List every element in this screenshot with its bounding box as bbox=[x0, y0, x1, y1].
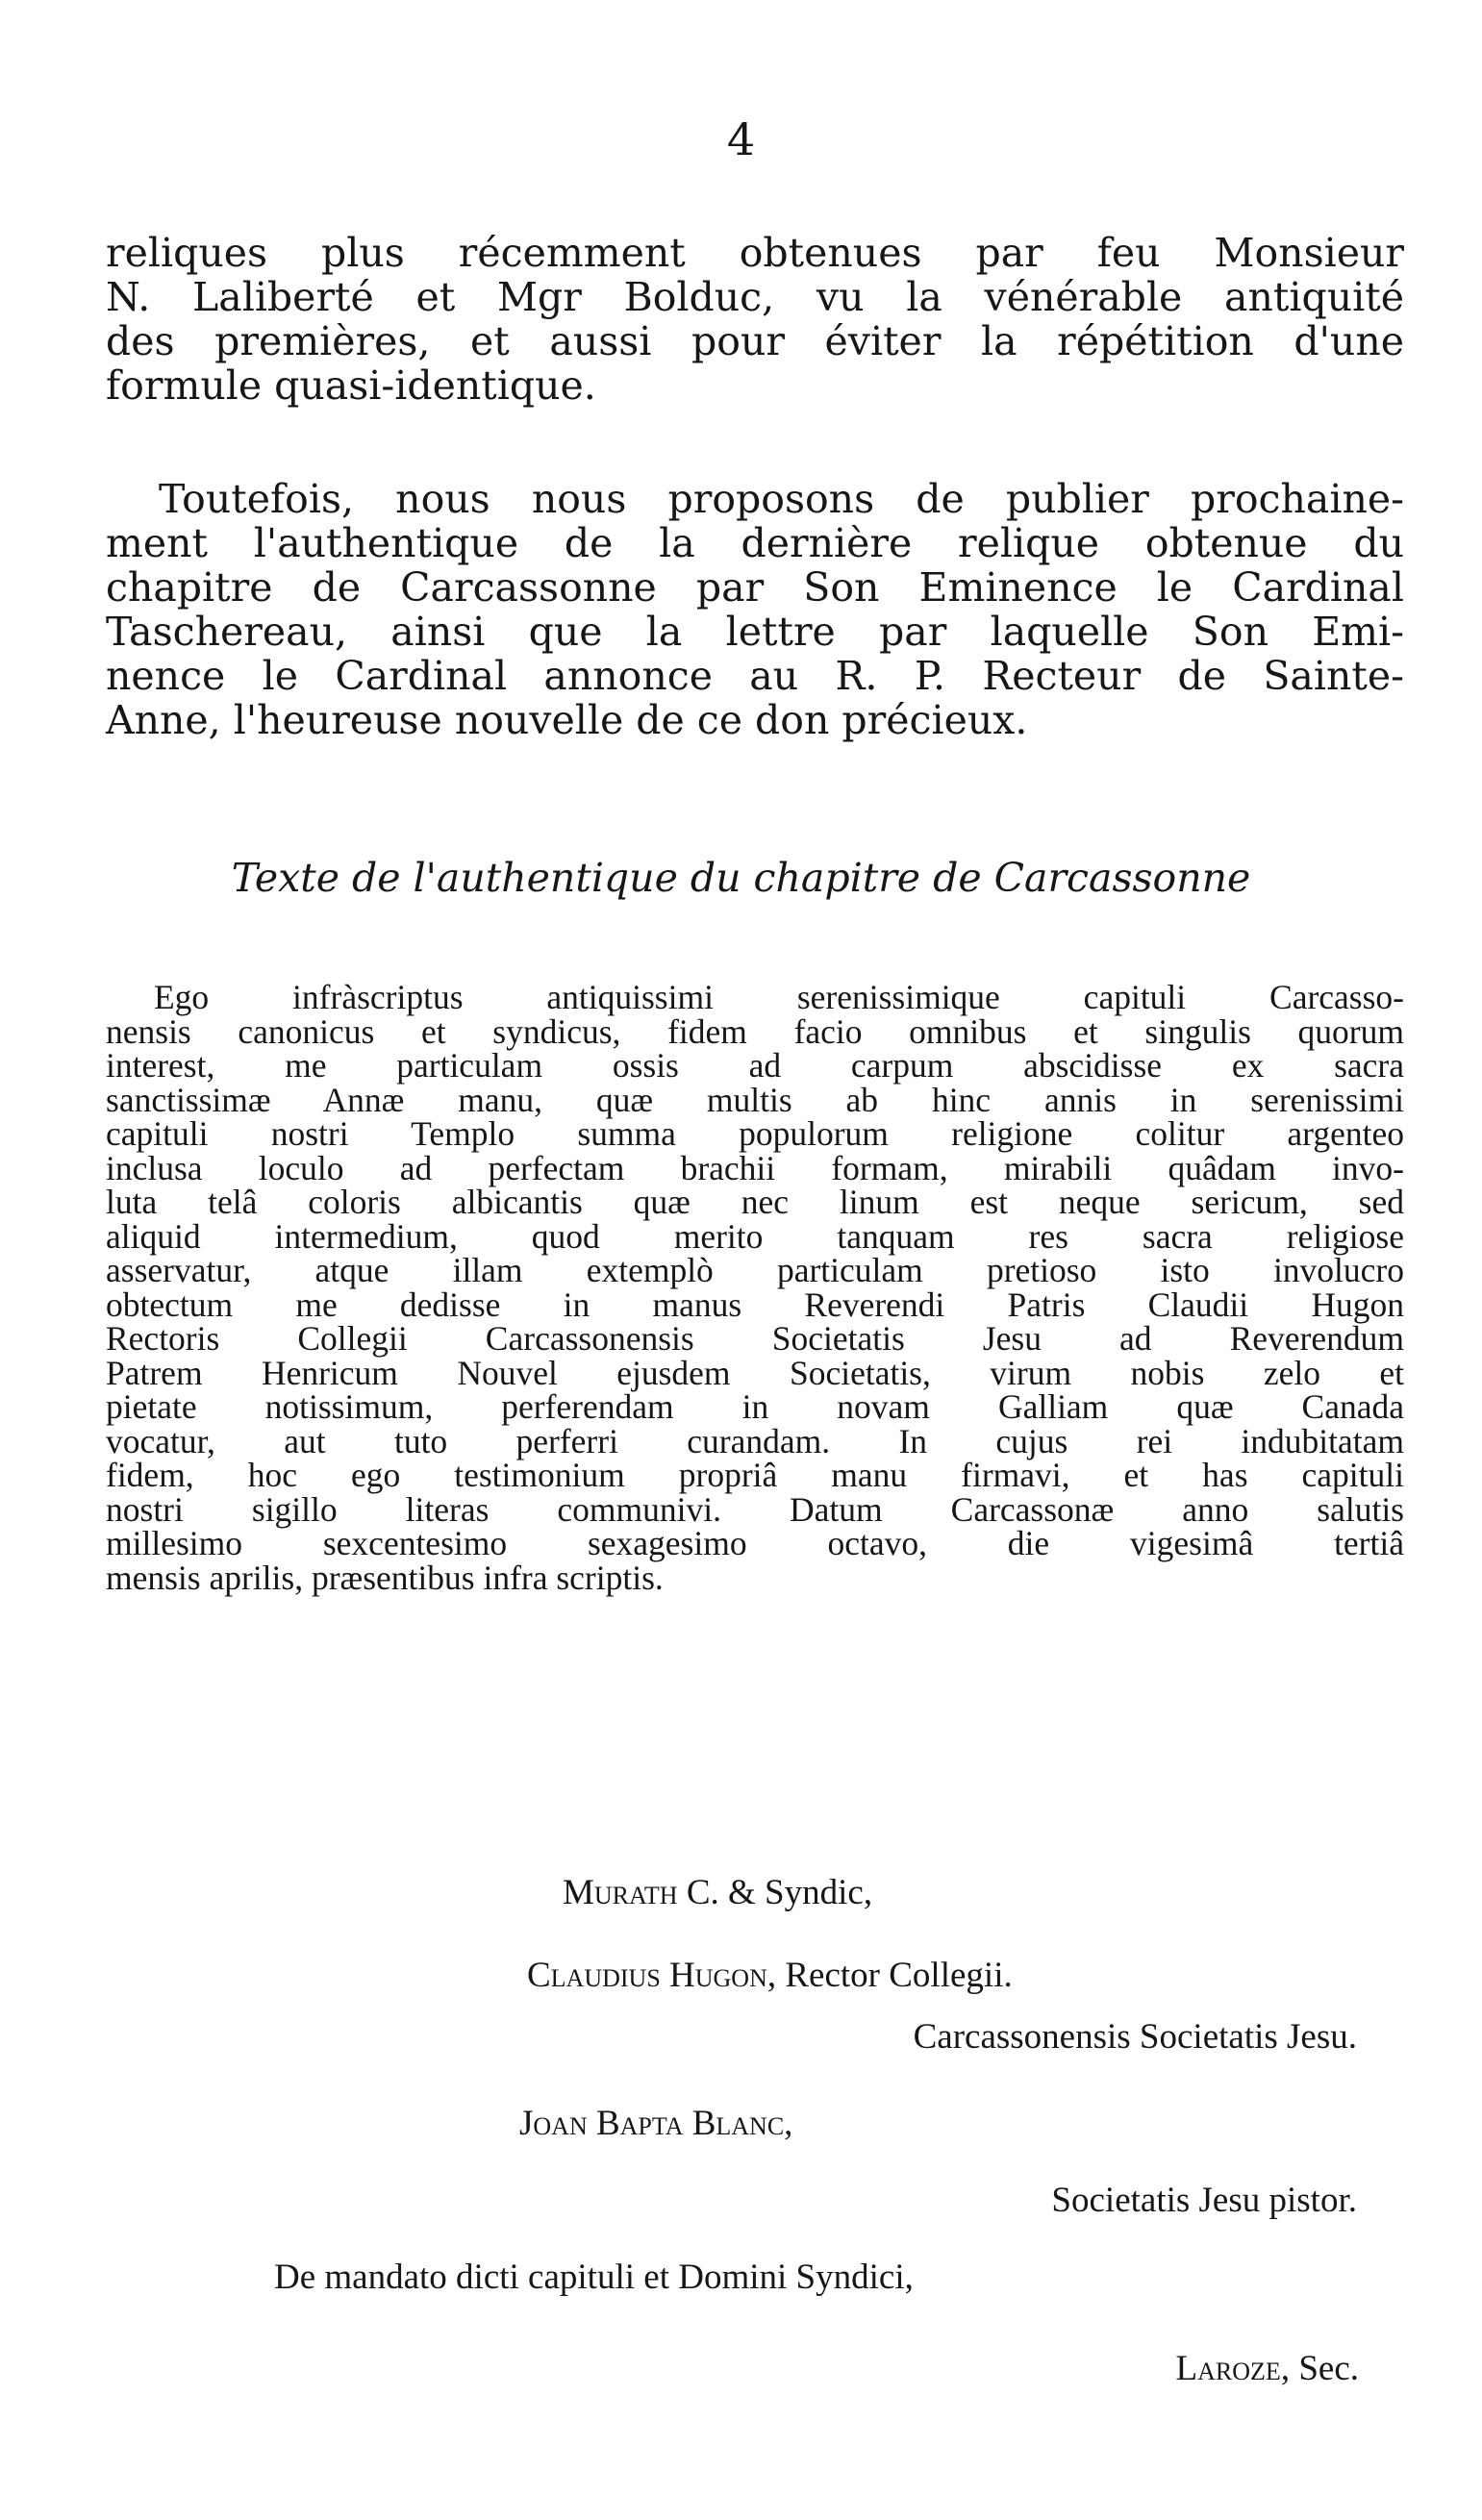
latin-line: mensis aprilis, præsentibus infra scriptis. bbox=[106, 1558, 664, 1597]
paragraph-line: Toutefois, nous nous proposons de publier prochaine- bbox=[159, 476, 1404, 522]
latin-line: luta telâ coloris albicantis quæ nec linum est neque sericum, sed bbox=[106, 1183, 1404, 1221]
latin-line: Patrem Henricum Nouvel ejusdem Societatis, virum nobis zelo et bbox=[106, 1353, 1404, 1392]
signer-title: C. & Syndic, bbox=[677, 1873, 873, 1912]
latin-authentic-text bbox=[106, 978, 1404, 1597]
latin-line: millesimo sexcentesimo sexagesimo octavo, die vigesimâ tertiâ bbox=[106, 1524, 1404, 1562]
paragraph-line: ment l'authentique de la dernière relique obtenue du bbox=[106, 520, 1404, 566]
signer-name: Claudius Hugon bbox=[527, 1956, 767, 1995]
latin-line: interest, me particulam ossis ad carpum abscidisse ex sacra bbox=[106, 1046, 1404, 1085]
latin-line: fidem, hoc ego testimonium propriâ manu firmavi, et has capituli bbox=[106, 1456, 1404, 1494]
latin-line: nostri sigillo literas communivi. Datum Carcassonæ anno salutis bbox=[106, 1489, 1404, 1529]
latin-line: asservatur, atque illam extemplò particulam pretioso isto involucro bbox=[106, 1251, 1404, 1289]
latin-line: capituli nostri Templo summa populorum religione colitur argenteo bbox=[106, 1114, 1404, 1153]
signature-murath bbox=[563, 1875, 872, 1910]
latin-line: sanctissimæ Annæ manu, quæ multis ab hinc annis in serenissimi bbox=[106, 1080, 1404, 1119]
paragraph-line: Anne, l'heureuse nouvelle de ce don précieux. bbox=[106, 697, 1028, 743]
signer-title: , Sec. bbox=[1280, 2349, 1359, 2388]
paragraph-line: Taschereau, ainsi que la lettre par laquelle Son Emi- bbox=[106, 609, 1404, 655]
latin-line: pietate notissimum, perferendam in novam Galliam quæ Canada bbox=[106, 1387, 1404, 1426]
paragraph-line: N. Laliberté et Mgr Bolduc, vu la vénérable antiquité bbox=[106, 274, 1404, 320]
signer-name: Murath bbox=[563, 1873, 678, 1912]
signature-hugon-society: Carcassonensis Societatis Jesu. bbox=[913, 2017, 1357, 2057]
latin-line: Rectoris Collegii Carcassonensis Societatis Jesu ad Reverendum bbox=[106, 1319, 1404, 1358]
signature-blanc: Joan Bapta Blanc, bbox=[519, 2104, 793, 2143]
mandate-line: De mandato dicti capituli et Domini Syndici, bbox=[274, 2258, 914, 2297]
paragraph-line: reliques plus récemment obtenues par feu Monsieur bbox=[106, 230, 1404, 276]
paragraph-1 bbox=[106, 231, 1404, 408]
paragraph-line: des premières, et aussi pour éviter la répétition d'une bbox=[106, 318, 1404, 364]
signature-blanc-role: Societatis Jesu pistor. bbox=[1051, 2181, 1357, 2220]
signature-hugon bbox=[527, 1958, 1013, 1993]
paragraph-line: formule quasi-identique. bbox=[106, 362, 596, 409]
latin-line: inclusa loculo ad perfectam brachii formam, mirabili quâdam invo- bbox=[106, 1148, 1404, 1187]
signer-title: , Rector Collegii. bbox=[766, 1956, 1013, 1995]
latin-line: obtectum me dedisse in manus Reverendi Patris Claudii Hugon bbox=[106, 1285, 1404, 1324]
signature-laroze bbox=[1176, 2351, 1359, 2386]
latin-line: nensis canonicus et syndicus, fidem facio omnibus et singulis quorum bbox=[106, 1011, 1404, 1051]
section-title: Texte de l'authentique du chapitre de Carcassonne bbox=[231, 855, 1251, 901]
latin-line: Ego infràscriptus antiquissimi serenissimique capituli Carcasso- bbox=[154, 978, 1404, 1016]
latin-line: vocatur, aut tuto perferri curandam. In cujus rei indubitatam bbox=[106, 1421, 1404, 1460]
page-number: 4 bbox=[726, 113, 756, 165]
paragraph-line: nence le Cardinal annonce au R. P. Recteur de Sainte- bbox=[106, 653, 1404, 699]
paragraph-2 bbox=[106, 477, 1404, 742]
latin-line: aliquid intermedium, quod merito tanquam res sacra religiose bbox=[106, 1216, 1404, 1256]
signer-name: Laroze bbox=[1175, 2349, 1281, 2388]
paragraph-line: chapitre de Carcassonne par Son Eminence le Cardinal bbox=[106, 564, 1404, 611]
